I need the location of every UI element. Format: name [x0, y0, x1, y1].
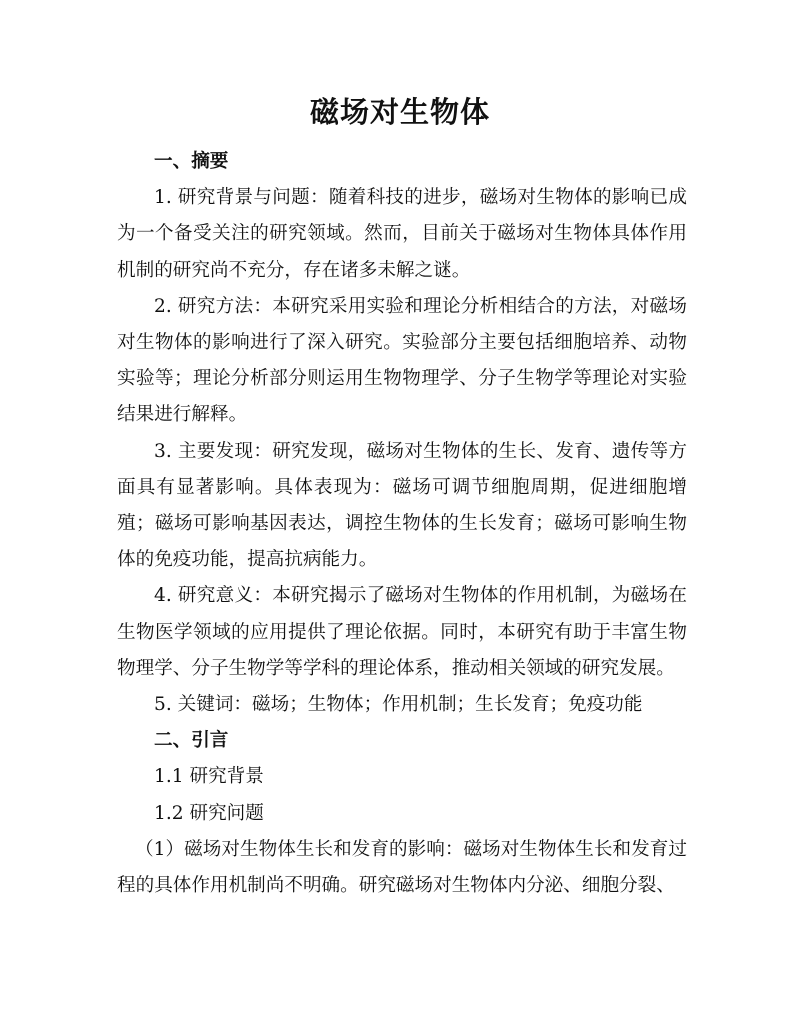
document-title: 磁场对生物体 — [309, 95, 490, 129]
section-heading-abstract: 一、摘要 — [154, 151, 229, 172]
subsection-heading-questions: 1.2 研究问题 — [154, 802, 264, 824]
intro-paragraph-growth: （1）磁场对生物体生长和发育的影响：磁场对生物体生长和发育过程的具体作用机制尚不明确。研究磁场对生物体内分泌、细胞分裂、 — [117, 838, 687, 897]
abstract-paragraph-keywords: 5. 关键词：磁场；生物体；作用机制；生长发育；免疫功能 — [154, 694, 643, 716]
abstract-paragraph-methods: 2. 研究方法：本研究采用实验和理论分析相结合的方法，对磁场对生物体的影响进行了深入研究。实验部分主要包括细胞培养、动物实验等；理论分析部分则运用生物物理学、分子生物学等理论对实验结果进行解释。 — [117, 295, 687, 426]
abstract-paragraph-significance: 4. 研究意义：本研究揭示了磁场对生物体的作用机制，为磁场在生物医学领域的应用提供了理论依据。同时，本研究有助于丰富生物物理学、分子生物学等学科的理论体系，推动相关领域的研究发展。 — [117, 585, 687, 679]
subsection-heading-background: 1.1 研究背景 — [154, 766, 264, 788]
abstract-paragraph-findings: 3. 主要发现：研究发现，磁场对生物体的生长、发育、遗传等方面具有显著影响。具体表现为：磁场可调节细胞周期，促进细胞增殖；磁场可影响基因表达，调控生物体的生长发育；磁场可影响生物体的免疫功能，提高抗病能力。 — [117, 440, 687, 571]
document-body — [117, 144, 687, 904]
section-heading-introduction: 二、引言 — [154, 730, 229, 752]
abstract-paragraph-background: 1. 研究背景与问题：随着科技的进步，磁场对生物体的影响已成为一个备受关注的研究领域。然而，目前关于磁场对生物体具体作用机制的研究尚不充分，存在诸多未解之谜。 — [117, 187, 687, 281]
